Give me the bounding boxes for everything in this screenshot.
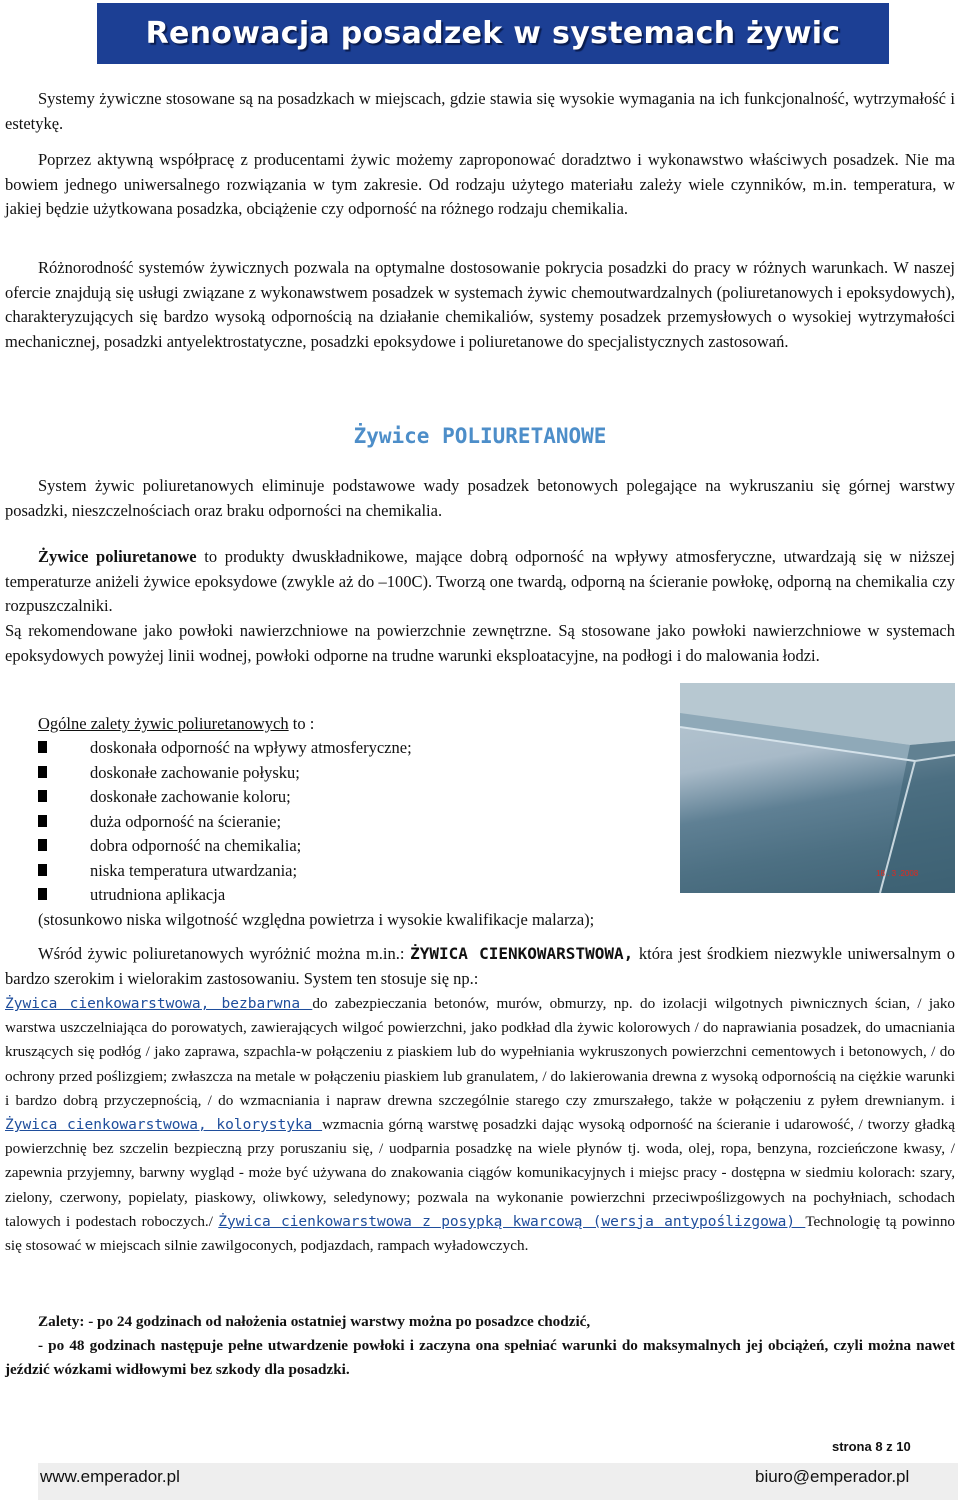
intro-paragraph-1: Systemy żywiczne stosowane są na posadzkach w miejscach, gdzie stawia się wysokie wymagania na ich funkcjonalność, wytrzymałość i estetykę. <box>5 89 955 133</box>
link-bezbarwna[interactable]: Żywica cienkowarstwowa, bezbarwna <box>5 996 313 1012</box>
advantages-list-title: Ogólne zalety żywic poliuretanowych to : <box>38 714 315 733</box>
list-item: duża odporność na ścieranie; <box>38 810 678 835</box>
advantages-line-2: - po 48 godzinach następuje pełne utwardzenie powłoki i zaczyna ona spełniać warunki do maksymalnych jej obciążeń, czyli można nawet jeździć wózkami widłowymi bez szkody dla posadzki. <box>5 1337 955 1379</box>
list-item: dobra odporność na chemikalia; <box>38 834 678 859</box>
bullet-square-icon <box>38 864 47 876</box>
floor-photo <box>680 683 955 893</box>
footer-website-link[interactable]: www.emperador.pl <box>40 1467 180 1486</box>
list-item: doskonała odporność na wpływy atmosferyczne; <box>38 736 678 761</box>
bullet-square-icon <box>38 815 47 827</box>
section-paragraph-3: Są rekomendowane jako powłoki nawierzchniowe na powierzchnie zewnętrzne. Są stosowane jako powłoki nawierzchniowe w systemach epoksydowych powyżej linii wodnej, powłoki odporne na trudne warunki eksploatacyjne, na podłogi i do malowania łodzi. <box>5 621 955 665</box>
link-antyposlizgowa[interactable]: Żywica cienkowarstwowa z posypką kwarcową (wersja antypoślizgowa) <box>218 1213 806 1230</box>
bullet-square-icon <box>38 839 47 851</box>
bullet-square-icon <box>38 741 47 753</box>
bullet-square-icon <box>38 888 47 900</box>
details-body: Żywica cienkowarstwowa, bezbarwna do zabezpieczania betonów, murów, obmurzy, np. do izolacji wilgotnych piwnicznych ścian, / jako warstwa uszczelniająca do porowatych, zawierających wilgoć powierzchni, jako podkład dla żywic kolorowych / do naprawiania posadzek, do umacniania kruszących się podłóg / jako zaprawa, szpachla-w połączeniu z piaskiem lub do wypełniania wykruszonych powierzchni cementowych i betonowych, / do ochrony przed poślizgiem; zwłaszcza na metale w połączeniu piaskiem lub granulatem, / do lakierowania drewna z wysoką odpornością na ciężkie warunki i bardzo dobrą przyczepnością, / do wzmacniania i napraw drewna szczególnie starego czy zmurszałego, także w połączeniu z pyłem drewnianym. i Żywica cienkowarstwowa, kolorystyka wzmacnia górną warstwę posadzki dając wysoką odporność na ścieranie i udarowość, / tworzy gładką powierzchnię bez szczelin bezpieczną przy poruszaniu się, / uodparnia posadzkę na wiele płynów tj. woda, olej, ropa, benzyna, rozcieńczone kwasy, / zapewnia przyjemny, barwny wygląd - może być używana do znakowania ciągów komunikacyjnych i miejsc pracy - dostępna w siedmiu kolorach: szary, zielony, czerwony, popielaty, piaskowy, oliwkowy, seledynowy; pozwala na wykonanie powierzchni przeciwpoślizgowych na pochyłniach, schodach talowych i podestach roboczych./ Żywica cienkowarstwowa z posypką kwarcową (wersja antypoślizgowa) Technologię tą powinno się stosować w miejscach silnie zawilgoconych, podjazdach, rampach wyładowczych. <box>5 995 956 1255</box>
bullet-square-icon <box>38 790 47 802</box>
intro-paragraph-3: Różnorodność systemów żywicznych pozwala na optymalne dostosowanie pokrycia posadzki do pracy w różnych warunkach. W naszej ofercie znajdują się usługi związane z wykonawstwem posadzek w systemach żywic chemoutwardzalnych (poliuretanowych i epoksydowych), charakteryzujących się bardzo wysoką odpornością na działanie chemikaliów, systemy posadzek przemysłowych o wysokiej wytrzymałości mechanicznej, posadzki antyelektrostatyczne, posadzki epoksydowe i poliuretanowe do specjalistycznych zastosowań. <box>5 258 956 351</box>
advantages-list <box>38 736 678 908</box>
list-item: utrudniona aplikacja <box>38 883 678 908</box>
details-lead: Wśród żywic poliuretanowych wyróżnić można m.in.: ŻYWICA CIENKOWARSTWOWA, która jest środkiem niezwykle uniwersalnym o bardzo szerokim i wielorakim zastosowaniu. System ten stosuje się np.: <box>5 944 955 988</box>
advantages-line-1: Zalety: - po 24 godzinach od nałożenia ostatniej warstwy można po posadzce chodzić, <box>38 1313 591 1330</box>
link-kolorystyka[interactable]: Żywica cienkowarstwowa, kolorystyka <box>5 1117 323 1134</box>
intro-paragraph-2: Poprzez aktywną współpracę z producentami żywic możemy zaproponować doradztwo i wykonawstwo właściwych posadzek. Nie ma bowiem jednego uniwersalnego rozwiązania w tym zakresie. Od rodzaju użytego materiału zależy wiele czynników, m.in. temperatura, w jakiej będzie użytkowana posadzka, obciążenie czy odporność na różnego rodzaju chemikalia. <box>5 150 955 218</box>
section-heading: Żywice POLIURETANOWE <box>353 424 607 448</box>
list-item: doskonałe zachowanie koloru; <box>38 785 678 810</box>
page-title: Renowacja posadzek w systemach żywic <box>97 3 889 64</box>
list-item: doskonałe zachowanie połysku; <box>38 761 678 786</box>
footer-email-link[interactable]: biuro@emperador.pl <box>755 1467 910 1486</box>
bullet-note: (stosunkowo niska wilgotność względna powietrza i wysokie kwalifikacje malarza); <box>38 910 595 929</box>
section-paragraph-1: System żywic poliuretanowych eliminuje podstawowe wady posadzek betonowych polegające na wykruszaniu się górnej warstwy posadzki, nieszczelnościach oraz braku odporności na chemikalia. <box>5 476 955 520</box>
bullet-square-icon <box>38 766 47 778</box>
page-number: strona 8 z 10 <box>832 1439 911 1454</box>
photo-date-stamp: 18 . 3 .2008 <box>876 869 919 878</box>
list-item: niska temperatura utwardzania; <box>38 859 678 884</box>
section-paragraph-2: Żywice poliuretanowe to produkty dwuskładnikowe, mające dobrą odporność na wpływy atmosferyczne, utwardzają się w niższej temperaturze aniżeli żywice epoksydowe (zwykle aż do –100C). Tworzą one twardą, odporną na ścieranie powłokę, odporną na chemikalia czy rozpuszczalniki. <box>5 547 955 615</box>
